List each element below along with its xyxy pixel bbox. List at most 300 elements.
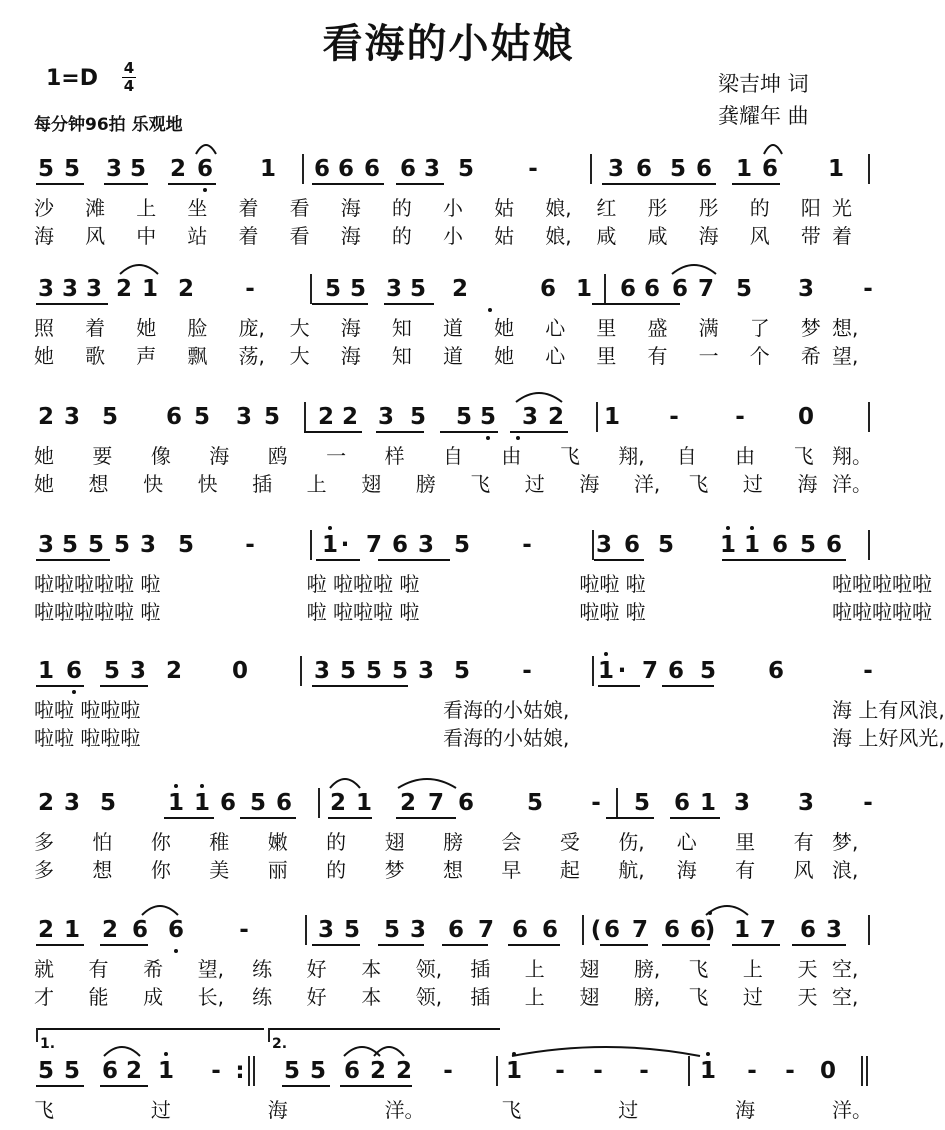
lyric-syllable: 的 bbox=[391, 224, 412, 248]
beam-underline bbox=[792, 944, 846, 946]
lyric-syllable: 红 bbox=[596, 196, 617, 220]
beam-underline bbox=[282, 1085, 330, 1087]
bar-line bbox=[592, 656, 594, 686]
lyric-syllable: 咸 bbox=[647, 224, 668, 248]
beam-underline bbox=[378, 944, 424, 946]
lyric-syllable: 娘, bbox=[545, 224, 572, 248]
low-octave-dot bbox=[486, 436, 490, 440]
note: 6 bbox=[619, 276, 636, 302]
lyric-syllable: 的 bbox=[391, 196, 412, 220]
dash: - bbox=[669, 404, 679, 430]
bar-line bbox=[688, 1056, 690, 1086]
lyric-syllable: 望, bbox=[832, 344, 859, 368]
note: 3 bbox=[37, 532, 54, 558]
lyric-syllable: 多 bbox=[34, 830, 54, 854]
note: 1 bbox=[193, 790, 210, 816]
lyric-syllable: 站 bbox=[187, 224, 208, 248]
note: 6 bbox=[196, 156, 213, 182]
note: 2 bbox=[395, 1058, 412, 1084]
dash: - bbox=[245, 276, 255, 302]
note: 3 bbox=[385, 276, 402, 302]
note: 5 bbox=[103, 658, 120, 684]
lyric-syllable: 领, bbox=[415, 957, 443, 981]
lyric-syllable: 早 bbox=[501, 858, 522, 882]
lyric-syllable: 过 bbox=[742, 985, 763, 1009]
note: 1 bbox=[157, 1058, 174, 1084]
low-octave-dot bbox=[488, 308, 492, 312]
lyric-syllable: 本 bbox=[361, 957, 382, 981]
dash: - bbox=[863, 276, 873, 302]
lyric-syllable: 起 bbox=[559, 858, 580, 882]
lyric-syllable: 啦啦 啦啦啦 bbox=[34, 698, 141, 722]
note: 6 bbox=[399, 156, 416, 182]
lyric-syllable: 道 bbox=[443, 344, 463, 368]
lyric-syllable: 领, bbox=[415, 985, 443, 1009]
note: 5 bbox=[263, 404, 280, 430]
beam-underline bbox=[442, 944, 488, 946]
note: 6 bbox=[635, 156, 652, 182]
lyric-syllable: 想 bbox=[92, 858, 113, 882]
lyric-syllable: 啦啦 啦 bbox=[579, 572, 646, 596]
lyric-syllable: 过 bbox=[524, 472, 545, 496]
lyric-syllable: 照 bbox=[34, 316, 54, 340]
lyric-syllable: 梦, bbox=[832, 830, 859, 854]
note: 3 bbox=[37, 276, 54, 302]
lyric-syllable: 翅 bbox=[579, 985, 600, 1009]
lyric-syllable: 上 bbox=[524, 957, 545, 981]
beam-underline bbox=[104, 183, 148, 185]
dash: - bbox=[785, 1058, 795, 1084]
lyric-syllable: 光 bbox=[832, 196, 852, 220]
note: 0 bbox=[231, 658, 248, 684]
note: 6 bbox=[667, 658, 684, 684]
lyric-syllable: 要 bbox=[92, 444, 113, 468]
note: 6 bbox=[603, 917, 620, 943]
note: 6 bbox=[511, 917, 528, 943]
beam-underline bbox=[36, 183, 84, 185]
lyric-syllable: 彤 bbox=[698, 196, 719, 220]
lyric-syllable: 飞 bbox=[793, 444, 814, 468]
note: 5 bbox=[657, 532, 674, 558]
lyric-syllable: 知 bbox=[391, 344, 412, 368]
beam-underline bbox=[376, 431, 424, 433]
slur bbox=[512, 1047, 700, 1056]
slur bbox=[398, 779, 456, 788]
lyric-syllable: 海 bbox=[698, 224, 719, 248]
note: 5 bbox=[455, 404, 472, 430]
lyric-syllable: 由 bbox=[735, 444, 756, 468]
lyric-syllable: 浪, bbox=[832, 858, 859, 882]
lyric-syllable: 海 bbox=[340, 316, 361, 340]
lyric-syllable: 上 bbox=[742, 957, 763, 981]
beam-underline bbox=[440, 431, 498, 433]
lyric-syllable: 飘 bbox=[187, 344, 208, 368]
note: 1 bbox=[719, 532, 736, 558]
lyric-syllable: 道 bbox=[443, 316, 463, 340]
note: 3 bbox=[61, 276, 78, 302]
lyric-syllable: 有 bbox=[793, 830, 814, 854]
beam-underline bbox=[510, 431, 568, 433]
note: 6 bbox=[219, 790, 236, 816]
note: 5 bbox=[526, 790, 543, 816]
lyric-syllable: 稚 bbox=[209, 830, 230, 854]
lyric-syllable: 海 bbox=[735, 1098, 756, 1122]
lyric-syllable: 飞 bbox=[688, 957, 709, 981]
lyric-syllable: 着 bbox=[238, 196, 259, 220]
note: 2 bbox=[341, 404, 358, 430]
beam-underline bbox=[36, 1085, 84, 1087]
beam-underline bbox=[304, 431, 362, 433]
volta-1-hook bbox=[36, 1028, 38, 1042]
dash: - bbox=[593, 1058, 603, 1084]
bar-line bbox=[318, 788, 320, 818]
beam-underline bbox=[36, 685, 84, 687]
lyricist-credit: 梁吉坤 词 bbox=[718, 72, 809, 96]
note: 3 bbox=[797, 790, 814, 816]
note: 3 bbox=[797, 276, 814, 302]
slur bbox=[120, 265, 158, 274]
lyric-syllable: 大 bbox=[289, 344, 310, 368]
lyric-syllable: 上 bbox=[306, 472, 327, 496]
lyric-syllable: 膀 bbox=[443, 830, 463, 854]
dash: - bbox=[443, 1058, 453, 1084]
beam-underline bbox=[662, 685, 714, 687]
lyric-syllable: 练 bbox=[252, 957, 273, 981]
note: 2 bbox=[115, 276, 132, 302]
note: 3 bbox=[417, 532, 434, 558]
note: 5 bbox=[383, 917, 400, 943]
page-title: 看海的小姑娘 bbox=[322, 21, 575, 67]
note: 1 bbox=[141, 276, 158, 302]
lyric-syllable: 着 bbox=[85, 316, 106, 340]
note: 5 bbox=[633, 790, 650, 816]
note: 5 bbox=[129, 156, 146, 182]
note: 6 bbox=[643, 276, 660, 302]
note: 5 bbox=[391, 658, 408, 684]
note: 6 bbox=[131, 917, 148, 943]
lyric-syllable: 声 bbox=[136, 344, 157, 368]
bar-line bbox=[616, 788, 618, 818]
note: 6 bbox=[673, 790, 690, 816]
lyric-syllable: 飞 bbox=[688, 472, 709, 496]
beam-underline bbox=[314, 685, 362, 687]
lyric-syllable: 庞, bbox=[238, 316, 265, 340]
beam-underline bbox=[164, 817, 214, 819]
lyric-syllable: 沙 bbox=[34, 196, 54, 220]
dash: - bbox=[522, 532, 532, 558]
note: 3 bbox=[105, 156, 122, 182]
note: ( bbox=[590, 917, 602, 943]
lyric-syllable: 海 上好风光, bbox=[832, 726, 945, 750]
beam-underline bbox=[100, 685, 148, 687]
lyric-syllable: 插 bbox=[470, 985, 491, 1009]
beam-underline bbox=[328, 817, 372, 819]
high-octave-dot bbox=[604, 652, 608, 656]
bar-line bbox=[868, 915, 870, 945]
note: 6 bbox=[65, 658, 82, 684]
note: 6 bbox=[363, 156, 380, 182]
lyric-syllable: 希 bbox=[800, 344, 821, 368]
lyric-syllable: 洋。 bbox=[832, 1098, 872, 1122]
lyric-syllable: 过 bbox=[150, 1098, 171, 1122]
note: 1 bbox=[167, 790, 184, 816]
note: 5 bbox=[249, 790, 266, 816]
note: 3 bbox=[129, 658, 146, 684]
note: 3 bbox=[235, 404, 252, 430]
lyric-syllable: 阳 bbox=[800, 196, 821, 220]
lyric-syllable: 荡, bbox=[238, 344, 265, 368]
beam-underline bbox=[316, 559, 360, 561]
lyric-syllable: 心 bbox=[676, 830, 697, 854]
bar-line bbox=[302, 154, 304, 184]
note: 5 bbox=[37, 156, 54, 182]
bar-line bbox=[300, 656, 302, 686]
note: 1 bbox=[827, 156, 844, 182]
beam-underline bbox=[722, 559, 846, 561]
lyric-syllable: 满 bbox=[698, 316, 719, 340]
high-octave-dot bbox=[512, 1052, 516, 1056]
note: 3 bbox=[521, 404, 538, 430]
lyric-syllable: 啦啦 啦啦啦 bbox=[34, 726, 141, 750]
lyric-syllable: 多 bbox=[34, 858, 54, 882]
lyric-syllable: 她 bbox=[34, 344, 54, 368]
note: 5 bbox=[409, 404, 426, 430]
note: 3 bbox=[607, 156, 624, 182]
note: 3 bbox=[63, 790, 80, 816]
note: 5 bbox=[365, 658, 382, 684]
lyric-syllable: 带 bbox=[800, 224, 821, 248]
lyric-syllable: 会 bbox=[501, 830, 522, 854]
slur bbox=[196, 145, 216, 154]
lyric-syllable: 练 bbox=[252, 985, 273, 1009]
lyric-syllable: 风 bbox=[793, 858, 814, 882]
note: 3 bbox=[63, 404, 80, 430]
bar-line bbox=[604, 274, 606, 304]
lyric-syllable: 翅 bbox=[579, 957, 600, 981]
lyric-syllable: 盛 bbox=[647, 316, 668, 340]
note: 7 bbox=[477, 917, 494, 943]
note: 6 bbox=[771, 532, 788, 558]
lyric-syllable: 啦啦啦啦啦 bbox=[832, 600, 932, 624]
beam-underline bbox=[384, 303, 434, 305]
note: 5 bbox=[457, 156, 474, 182]
bar-line bbox=[868, 154, 870, 184]
note: 5 bbox=[735, 276, 752, 302]
note: 3 bbox=[409, 917, 426, 943]
lyric-syllable: 翅 bbox=[361, 472, 382, 496]
dash: - bbox=[591, 790, 601, 816]
note: 5 bbox=[409, 276, 426, 302]
time-signature-bottom: 4 bbox=[123, 77, 135, 95]
lyric-syllable: 你 bbox=[150, 858, 171, 882]
note: 2 bbox=[101, 917, 118, 943]
time-signature-top: 4 bbox=[123, 59, 135, 77]
lyric-syllable: 她 bbox=[34, 472, 54, 496]
bar-line bbox=[596, 402, 598, 432]
note: 3 bbox=[423, 156, 440, 182]
low-octave-dot bbox=[516, 436, 520, 440]
lyric-syllable: 的 bbox=[326, 830, 347, 854]
lyric-syllable: 过 bbox=[618, 1098, 639, 1122]
note: 6 bbox=[343, 1058, 360, 1084]
note: 6 bbox=[539, 276, 556, 302]
bar-line bbox=[310, 274, 312, 304]
note: 6 bbox=[457, 790, 474, 816]
composer-credit: 龚耀年 曲 bbox=[718, 104, 809, 128]
beam-underline bbox=[100, 944, 148, 946]
volta-2-hook bbox=[268, 1028, 270, 1042]
lyric-syllable: 飞 bbox=[688, 985, 709, 1009]
lyric-syllable: 一 bbox=[326, 444, 347, 468]
lyric-syllable: 空, bbox=[832, 957, 859, 981]
lyric-syllable: 知 bbox=[391, 316, 412, 340]
lyric-syllable: 插 bbox=[470, 957, 491, 981]
volta-1-bracket bbox=[36, 1028, 264, 1030]
beam-underline bbox=[594, 559, 644, 561]
note: 5 bbox=[339, 658, 356, 684]
dash: - bbox=[863, 658, 873, 684]
note: 3 bbox=[313, 658, 330, 684]
dash: - bbox=[528, 156, 538, 182]
note: 3 bbox=[85, 276, 102, 302]
dash: - bbox=[555, 1058, 565, 1084]
lyric-syllable: 想 bbox=[88, 472, 109, 496]
note: 2 bbox=[37, 404, 54, 430]
lyric-syllable: 脸 bbox=[187, 316, 208, 340]
note: 6 bbox=[623, 532, 640, 558]
bar-line bbox=[590, 154, 592, 184]
beam-underline bbox=[168, 183, 216, 185]
note: 6 bbox=[767, 658, 784, 684]
beam-underline bbox=[662, 944, 710, 946]
lyric-syllable: 美 bbox=[209, 858, 230, 882]
beam-underline bbox=[384, 685, 408, 687]
lyric-syllable: 本 bbox=[361, 985, 382, 1009]
lyric-syllable: 她 bbox=[136, 316, 157, 340]
note: 5 bbox=[63, 1058, 80, 1084]
lyric-syllable: 样 bbox=[384, 444, 405, 468]
note: 7 bbox=[631, 917, 648, 943]
high-octave-dot bbox=[200, 784, 204, 788]
lyric-syllable: 坐 bbox=[187, 196, 208, 220]
note: 1 bbox=[699, 790, 716, 816]
lyric-syllable: 她 bbox=[494, 316, 515, 340]
lyric-syllable: 膀 bbox=[415, 472, 436, 496]
lyric-syllable: 彤 bbox=[647, 196, 668, 220]
lyric-syllable: 梦 bbox=[384, 858, 405, 882]
note: 1 bbox=[603, 404, 620, 430]
lyric-syllable: 咸 bbox=[596, 224, 617, 248]
beam-underline bbox=[732, 183, 780, 185]
beam-underline bbox=[340, 1085, 412, 1087]
note: 2 bbox=[37, 790, 54, 816]
bar-line bbox=[582, 915, 584, 945]
lyric-syllable: 快 bbox=[197, 472, 218, 496]
note: 5 bbox=[453, 658, 470, 684]
lyric-syllable: 天 bbox=[797, 985, 818, 1009]
note: · bbox=[340, 532, 350, 558]
beam-underline bbox=[732, 944, 780, 946]
bar-line bbox=[868, 402, 870, 432]
note: 5 bbox=[343, 917, 360, 943]
note: 5 bbox=[61, 532, 78, 558]
dash: - bbox=[239, 917, 249, 943]
beam-underline bbox=[100, 1085, 148, 1087]
lyric-syllable: 上 bbox=[136, 196, 157, 220]
lyric-syllable: 嫩 bbox=[267, 830, 288, 854]
low-octave-dot bbox=[174, 949, 178, 953]
note: 6 bbox=[671, 276, 688, 302]
note: 2 bbox=[37, 917, 54, 943]
note: 2 bbox=[165, 658, 182, 684]
lyric-syllable: 就 bbox=[34, 957, 54, 981]
lyric-syllable: 飞 bbox=[470, 472, 491, 496]
lyric-syllable: 里 bbox=[735, 830, 756, 854]
lyric-syllable: 长, bbox=[197, 985, 224, 1009]
bar-line bbox=[496, 1056, 498, 1086]
lyric-syllable: 快 bbox=[143, 472, 164, 496]
note: 2 bbox=[451, 276, 468, 302]
note: 3 bbox=[825, 917, 842, 943]
lyric-syllable: 啦啦啦啦啦 bbox=[832, 572, 932, 596]
note: 5 bbox=[669, 156, 686, 182]
note: 1 bbox=[743, 532, 760, 558]
lyric-syllable: 上 bbox=[524, 985, 545, 1009]
lyric-syllable: 想 bbox=[443, 858, 463, 882]
note: 7 bbox=[427, 790, 444, 816]
lyric-syllable: 希 bbox=[143, 957, 164, 981]
note: 1 bbox=[735, 156, 752, 182]
note: 1 bbox=[63, 917, 80, 943]
note: 5 bbox=[283, 1058, 300, 1084]
lyric-syllable: 飞 bbox=[559, 444, 580, 468]
note: 5 bbox=[453, 532, 470, 558]
lyric-syllable: 啦 啦啦啦 啦 bbox=[306, 600, 420, 624]
lyric-syllable: 才 bbox=[34, 985, 54, 1009]
note: 1 bbox=[259, 156, 276, 182]
lyric-syllable: 洋。 bbox=[832, 472, 872, 496]
lyric-syllable: 着 bbox=[238, 224, 259, 248]
slur bbox=[764, 145, 782, 154]
beam-underline bbox=[602, 183, 716, 185]
beam-underline bbox=[378, 559, 450, 561]
lyric-syllable: 海 bbox=[340, 224, 361, 248]
note: 2 bbox=[329, 790, 346, 816]
note: 6 bbox=[689, 917, 706, 943]
note: 6 bbox=[275, 790, 292, 816]
high-octave-dot bbox=[164, 1052, 168, 1056]
note: 5 bbox=[479, 404, 496, 430]
slur bbox=[706, 906, 748, 915]
note: 5 bbox=[63, 156, 80, 182]
beam-underline bbox=[312, 303, 368, 305]
repeat-dots: : bbox=[235, 1058, 245, 1084]
lyric-syllable: 望, bbox=[197, 957, 224, 981]
lyric-syllable: 成 bbox=[143, 985, 164, 1009]
note: 6 bbox=[337, 156, 354, 182]
note: 5 bbox=[193, 404, 210, 430]
note: ) bbox=[704, 917, 716, 943]
lyric-syllable: 自 bbox=[443, 444, 463, 468]
lyric-syllable: 丽 bbox=[267, 858, 288, 882]
repeat-bar-thin bbox=[248, 1056, 250, 1086]
volta-2-label: 2. bbox=[272, 1036, 288, 1052]
note: 6 bbox=[447, 917, 464, 943]
lyric-syllable: 一 bbox=[698, 344, 719, 368]
lyric-syllable: 有 bbox=[647, 344, 668, 368]
lyric-syllable: 的 bbox=[326, 858, 347, 882]
volta-1-label: 1. bbox=[40, 1036, 56, 1052]
